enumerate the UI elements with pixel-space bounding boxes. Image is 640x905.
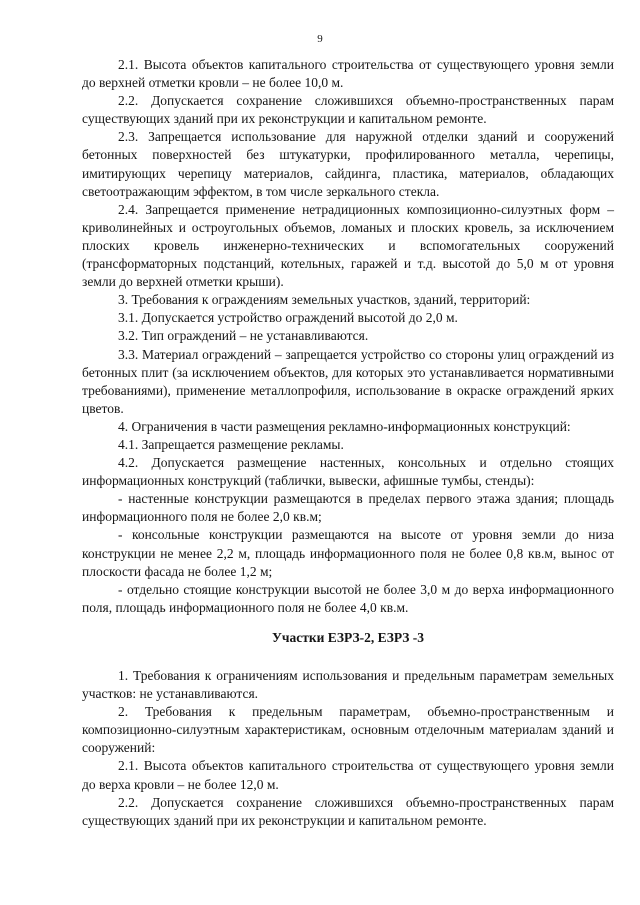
paragraph: - отдельно стоящие конструкции высотой не более 3,0 м до верха информационного поля, площадь информационного поля не более 4,0 кв.м. (82, 581, 614, 615)
paragraph: 2.2. Допускается сохранение сложившихся объемно-пространственных парам существующих зданий при их реконструкции и капитальном ремонте. (82, 93, 614, 127)
paragraph: - консольные конструкции размещаются на высоте от уровня земли до низа конструкции не менее 2,2 м, площадь информационного поля не более 0,8 кв.м, вынос от плоскости фасада не более 1,2 м; (82, 527, 614, 579)
paragraph: 2.3. Запрещается использование для наружной отделки зданий и сооружений бетонных поверхностей без штукатурки, профилированного металла, черепицы, имитирующих черепицу материалов, сайдинга, пластика, материалов, обладающих светоотражающим эффектом, в том числе зеркального стекла. (82, 129, 614, 199)
paragraph: 1. Требования к ограничениям использования и предельным параметрам земельных участков: не устанавливаются. (82, 668, 614, 702)
paragraph: 2.1. Высота объектов капитального строительства от существующего уровня земли до верха кровли – не более 12,0 м. (82, 758, 614, 792)
paragraph: - настенные конструкции размещаются в пределах первого этажа здания; площадь информационного поля не более 2,0 кв.м; (82, 491, 614, 525)
paragraph: 2. Требования к предельным параметрам, объемно-пространственным и композиционно-силуэтным характеристикам, основным отделочным материалам зданий и сооружений: (82, 704, 614, 756)
paragraph: 3.3. Материал ограждений – запрещается устройство со стороны улиц ограждений из бетонных плит (за исключением объектов, для которых это устанавливается нормативными требованиями), применение металлопрофиля, использование в окраске ограждений ярких цветов. (82, 346, 614, 416)
paragraph: 3.1. Допускается устройство ограждений высотой до 2,0 м. (118, 310, 458, 326)
paragraph: 3. Требования к ограждениям земельных участков, зданий, территорий: (118, 292, 531, 308)
paragraph: 4.2. Допускается размещение настенных, консольных и отдельно стоящих информационных конструкций (таблички, вывески, афишные тумбы, стенды): (82, 455, 614, 489)
paragraph: 4. Ограничения в части размещения рекламно-информационных конструкций: (118, 418, 571, 434)
paragraph: 2.1. Высота объектов капитального строительства от существующего уровня земли до верхней отметки кровли – не более 10,0 м. (82, 57, 614, 91)
paragraph: 3.2. Тип ограждений – не устанавливаются. (118, 328, 369, 344)
section-heading: Участки ЕЗРЗ-2, ЕЗРЗ -3 (271, 629, 425, 645)
paragraph: 2.4. Запрещается применение нетрадиционных композиционно-силуэтных форм – криволинейных и остроугольных объемов, ломаных и плоских кровель, за исключением плоских кровель инженерно-технических и вспомогательных сооружений (трансформаторных подстанций, котельных, гаражей и т.д. высотой до 5,0 м от уровня земли до верхней отметки крыши). (82, 201, 614, 290)
document-body (82, 56, 614, 830)
paragraph: 2.2. Допускается сохранение сложившихся объемно-пространственных парам существующих зданий при их реконструкции и капитальном ремонте. (82, 794, 614, 828)
page-number: 9 (317, 33, 323, 45)
paragraph: 4.1. Запрещается размещение рекламы. (118, 436, 344, 452)
